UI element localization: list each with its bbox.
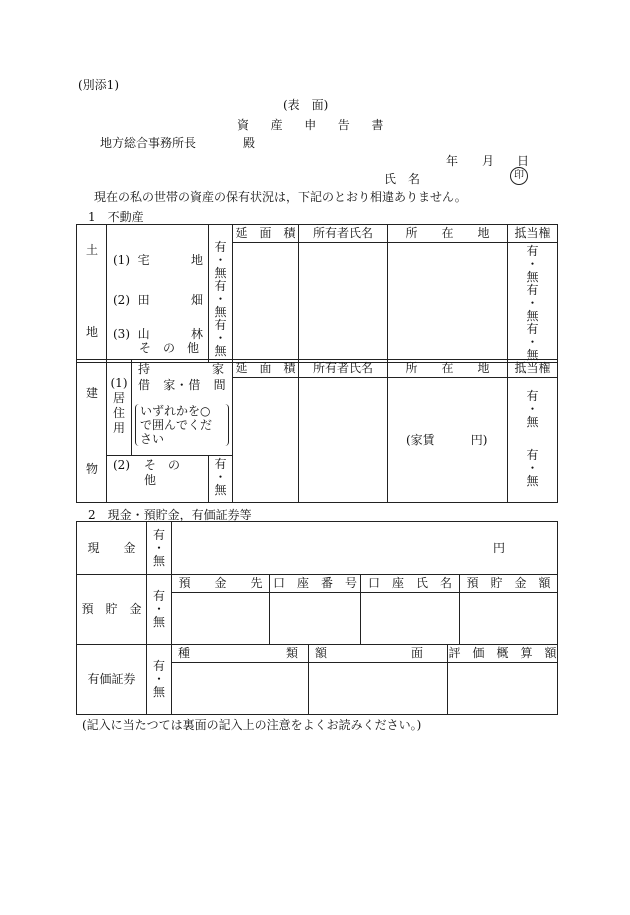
rented-label: 借 家・借 間 — [138, 378, 227, 392]
land-header-area: 延 面 積 — [233, 225, 299, 243]
building-other-yesno: 有 ・ 無 — [209, 456, 233, 503]
name-label: 氏 名 — [384, 172, 421, 186]
circle-instruction-note: いずれかを○ で囲んでくだ さい — [135, 404, 229, 446]
footnote: (記入に当たつては裏面の記入上の注意をよくお読みください。) — [82, 718, 422, 732]
land-header-mortgage: 抵当権 — [508, 225, 558, 243]
rent-label: (家賃 円) — [406, 433, 488, 447]
securities-valuation-field[interactable] — [448, 663, 558, 715]
land-item-1: (1) 宅 地 — [113, 253, 203, 267]
savings-header-balance: 預 貯 金 額 — [460, 575, 558, 593]
cash-label: 現 金 — [77, 522, 147, 575]
securities-header-face-value: 額 面 — [309, 645, 448, 663]
land-items — [107, 225, 209, 363]
building-header-mortgage: 抵当権 — [508, 360, 558, 378]
building-label-bottom: 物 — [86, 462, 99, 476]
land-table — [76, 224, 558, 363]
date-day: 日 — [517, 154, 530, 168]
owned-house-label: 持 家 — [138, 362, 224, 376]
land-item-other: そ の 他 — [139, 341, 200, 355]
land-label-top: 土 — [86, 243, 99, 257]
building-header-area: 延 面 積 — [233, 360, 299, 378]
residential-label: (1) 居 住 用 — [107, 360, 132, 456]
cash-yesno: 有 ・ 無 — [147, 522, 172, 575]
land-header-owner: 所有者氏名 — [299, 225, 388, 243]
document-title: 資 産 申 告 書 — [237, 118, 389, 132]
section1-title: 1 不動産 — [88, 210, 144, 224]
building-label-top: 建 — [86, 386, 99, 400]
savings-header-account-name: 口 座 氏 名 — [361, 575, 460, 593]
building-mortgage-column: 有 ・ 無 有 ・ 無 — [508, 378, 558, 503]
securities-header-valuation: 評 価 概 算 額 — [448, 645, 558, 663]
date-month: 月 — [482, 154, 495, 168]
savings-yesno: 有 ・ 無 — [147, 575, 172, 645]
land-label-bottom: 地 — [86, 325, 99, 339]
land-header-location: 所 在 地 — [388, 225, 508, 243]
building-category — [77, 360, 107, 503]
honorific: 殿 — [243, 136, 256, 150]
savings-header-account-number: 口 座 番 号 — [270, 575, 361, 593]
savings-balance-field[interactable] — [460, 593, 558, 645]
land-location-field[interactable] — [388, 243, 508, 363]
building-header-location: 所 在 地 — [388, 360, 508, 378]
savings-label: 預 貯 金 — [77, 575, 147, 645]
land-yesno-column: 有 ・ 無 有 ・ 無 有 ・ 無 — [209, 225, 233, 363]
savings-account-number-field[interactable] — [270, 593, 361, 645]
land-item-3: (3) 山 林 — [113, 327, 203, 341]
side-label: (表 面) — [283, 98, 329, 112]
land-area-field[interactable] — [233, 243, 299, 363]
statement: 現在の私の世帯の資産の保有状況は，下記のとおり相違ありません。 — [94, 190, 467, 204]
assets-table — [76, 521, 558, 715]
building-location-field[interactable] — [388, 378, 508, 503]
land-item-2: (2) 田 畑 — [113, 293, 203, 307]
addressee: 地方総合事務所長 — [100, 136, 197, 150]
annex-label: (別添1) — [78, 78, 119, 92]
building-table — [76, 359, 558, 503]
savings-account-name-field[interactable] — [361, 593, 460, 645]
building-area-field[interactable] — [233, 378, 299, 503]
securities-label: 有価証券 — [77, 645, 147, 715]
seal-mark: 印 — [510, 167, 528, 185]
date-year: 年 — [446, 154, 459, 168]
residential-type-cell — [132, 360, 233, 456]
cash-amount-field[interactable]: 円 — [172, 522, 558, 575]
securities-face-value-field[interactable] — [309, 663, 448, 715]
savings-header-bank: 預 金 先 — [172, 575, 270, 593]
securities-header-type: 種 類 — [172, 645, 309, 663]
securities-type-field[interactable] — [172, 663, 309, 715]
land-mortgage-column: 有 ・ 無 有 ・ 無 有 ・ 無 — [508, 243, 558, 363]
savings-bank-field[interactable] — [172, 593, 270, 645]
building-header-owner: 所有者氏名 — [299, 360, 388, 378]
land-category — [77, 225, 107, 363]
section2-title: 2 現金・預貯金，有価証券等 — [88, 508, 252, 522]
land-owner-field[interactable] — [299, 243, 388, 363]
building-owner-field[interactable] — [299, 378, 388, 503]
building-other-label: (2) そ の 他 — [107, 456, 209, 503]
securities-yesno: 有 ・ 無 — [147, 645, 172, 715]
